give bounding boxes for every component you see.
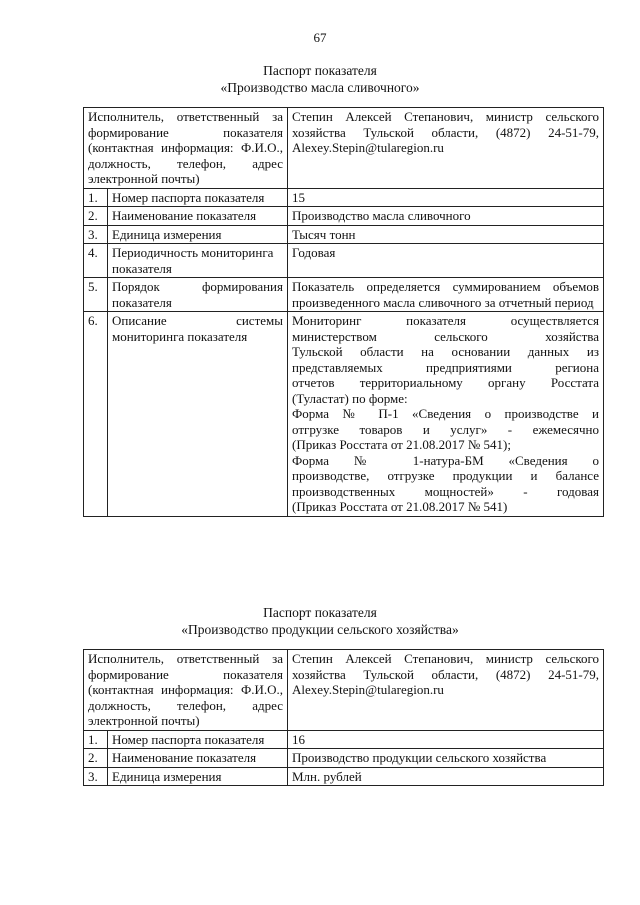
table-row — [84, 207, 604, 226]
row-label: Описание системы мониторинга показателя — [108, 312, 288, 517]
description-line: представляемых предприятиями региона — [292, 359, 599, 375]
row-number: 6. — [84, 312, 108, 517]
row-number: 3. — [84, 767, 108, 786]
row-label: Номер паспорта показателя — [108, 730, 288, 749]
row-label: Наименование показателя — [108, 207, 288, 226]
row-number: 2. — [84, 207, 108, 226]
table-row — [84, 749, 604, 768]
passport-2-table — [83, 649, 604, 786]
row-label: Периодичность мониторинга показателя — [108, 244, 288, 278]
passport-2-title: Паспорт показателя — [263, 605, 377, 620]
monitoring-description — [288, 312, 604, 517]
row-value: Годовая — [288, 244, 604, 278]
row-label: Единица измерения — [108, 225, 288, 244]
row-number: 4. — [84, 244, 108, 278]
executor-label: Исполнитель, ответственный за формирование показателя (контактная информация: Ф.И.О., должность, телефон, адрес электронной почты) — [84, 108, 288, 189]
row-label: Порядок формирования показателя — [108, 278, 288, 312]
row-value: 15 — [288, 188, 604, 207]
table-row — [84, 650, 604, 731]
passport-1-table — [83, 107, 604, 517]
description-line: Тульской области на основании данных из — [292, 344, 599, 359]
table-row — [84, 188, 604, 207]
page-number: 67 — [313, 30, 327, 45]
description-line: Форма № П-1 «Сведения о производстве и — [292, 406, 599, 421]
row-value: 16 — [288, 730, 604, 749]
description-line: производственных мощностей» - годовая — [292, 483, 599, 499]
passport-1-subtitle: «Производство масла сливочного» — [220, 80, 420, 95]
table-row — [84, 767, 604, 786]
description-line: отчетов территориальному органу Росстата — [292, 375, 599, 390]
row-value: Производство масла сливочного — [288, 207, 604, 226]
description-line: министерством сельского хозяйства — [292, 328, 599, 344]
row-number: 1. — [84, 730, 108, 749]
executor-value: Степин Алексей Степанович, министр сельского хозяйства Тульской области, (4872) 24-51-79, Alexey.Stepin@tularegion.ru — [288, 108, 604, 189]
row-value: Млн. рублей — [288, 767, 604, 786]
description-line: Мониторинг показателя осуществляется — [292, 313, 599, 328]
row-number: 2. — [84, 749, 108, 768]
description-line: отгрузке товаров и услуг» - ежемесячно — [292, 421, 599, 437]
table-row — [84, 278, 604, 312]
description-line: (Туластат) по форме: — [292, 390, 408, 406]
row-number: 1. — [84, 188, 108, 207]
passport-2-subtitle: «Производство продукции сельского хозяйства» — [181, 622, 459, 637]
row-value: Производство продукции сельского хозяйства — [288, 749, 604, 768]
row-label: Единица измерения — [108, 767, 288, 786]
table-row — [84, 312, 604, 517]
description-line: производстве, отгрузке продукции и балансе — [292, 468, 599, 483]
table-row — [84, 225, 604, 244]
row-label: Наименование показателя — [108, 749, 288, 768]
row-number: 5. — [84, 278, 108, 312]
row-label: Номер паспорта показателя — [108, 188, 288, 207]
executor-value: Степин Алексей Степанович, министр сельского хозяйства Тульской области, (4872) 24-51-79, Alexey.Stepin@tularegion.ru — [288, 650, 604, 731]
table-row — [84, 108, 604, 189]
table-row — [84, 730, 604, 749]
row-number: 3. — [84, 225, 108, 244]
description-line: (Приказ Росстата от 21.08.2017 № 541); — [292, 437, 511, 452]
description-line: Форма № 1-натура-БМ «Сведения о — [292, 452, 599, 468]
row-value: Показатель определяется суммированием объемов произведенного масла сливочного за отчетный период — [288, 278, 604, 312]
executor-label: Исполнитель, ответственный за формирование показателя (контактная информация: Ф.И.О., должность, телефон, адрес электронной почты) — [84, 650, 288, 731]
passport-1-title: Паспорт показателя — [263, 63, 377, 78]
table-row — [84, 244, 604, 278]
row-value: Тысяч тонн — [288, 225, 604, 244]
description-line: (Приказ Росстата от 21.08.2017 № 541) — [292, 499, 508, 514]
